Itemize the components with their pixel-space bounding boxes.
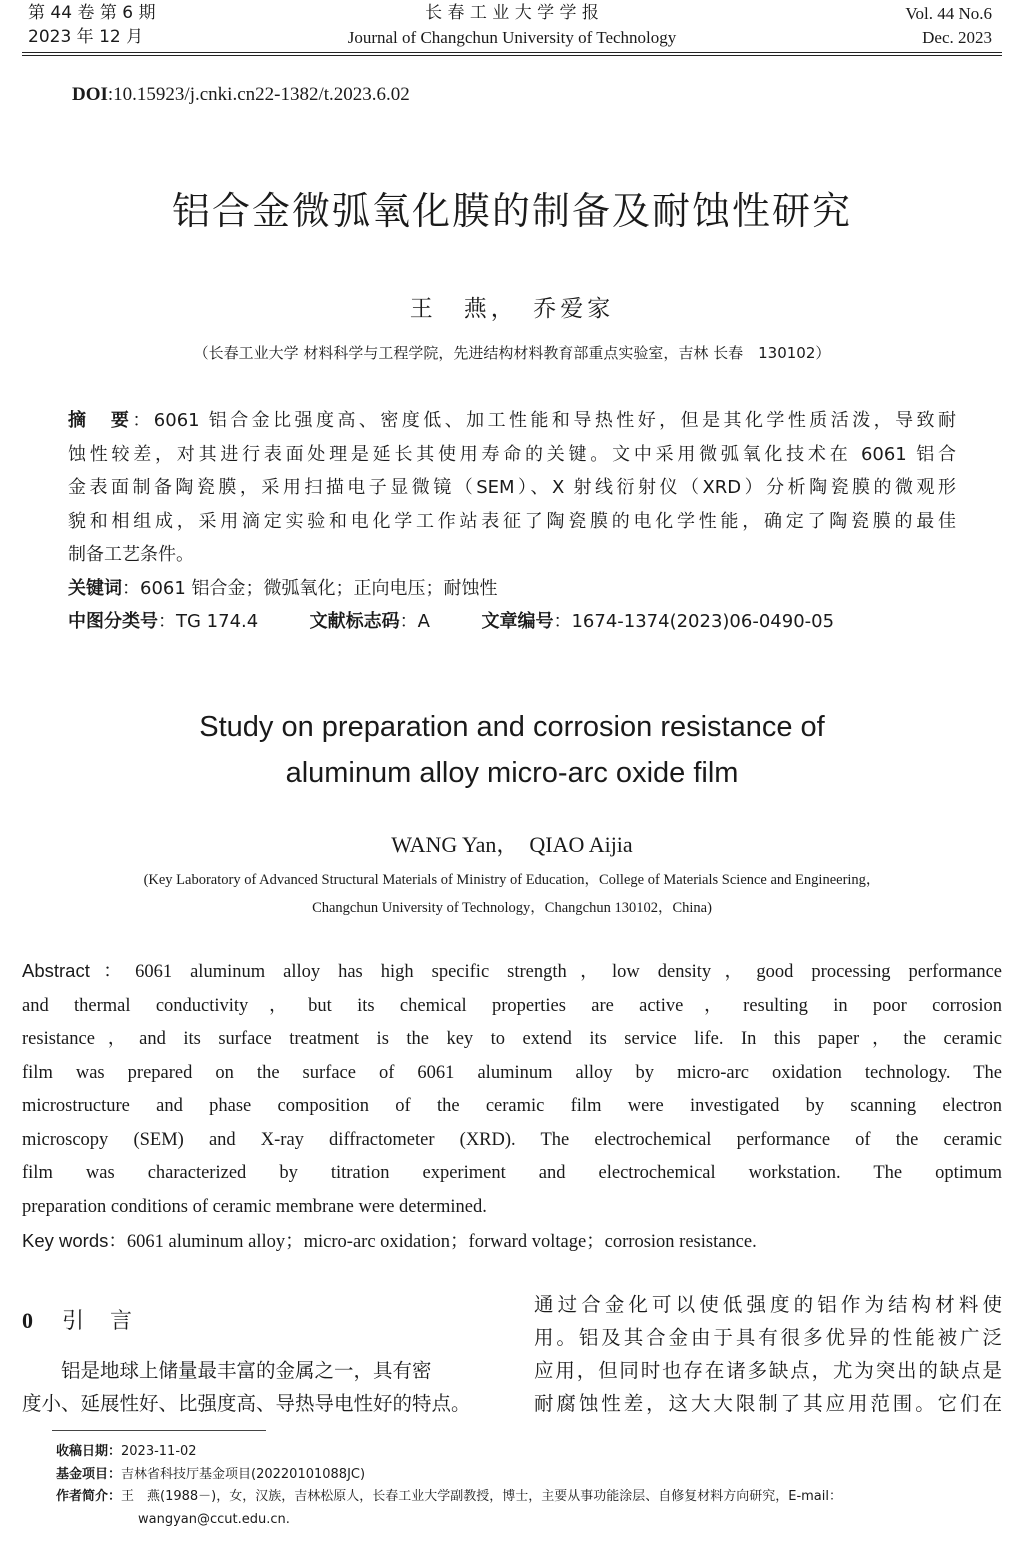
affiliation-cn: （长春工业大学 材料科学与工程学院，先进结构材料教育部重点实验室，吉林 长春 130102） [193, 344, 831, 362]
received-date [56, 1441, 1006, 1464]
doi-value: :10.15923/j.cnki.cn22-1382/t.2023.6.02 [107, 84, 410, 105]
keywords-cn [68, 572, 956, 606]
footnote-rule [52, 1430, 266, 1431]
abstract-cn [68, 404, 956, 639]
classification-row [68, 605, 956, 639]
volume-issue-cn: 第 44 卷 第 6 期 [28, 3, 156, 23]
intro-right-column [534, 1288, 1002, 1420]
date-en: Dec. 2023 [922, 28, 992, 47]
authors-cn: 王 燕， 乔爱家 [409, 296, 615, 322]
abstract-en-line: film was characterized by titration experiment and electrochemical workstation. The optimum [22, 1163, 1002, 1183]
abstract-cn-label: 摘 要 [68, 410, 133, 431]
article-number-value: ：1674-1374(2023)06-0490-05 [553, 611, 835, 632]
fund-value: 吉林省科技厅基金项目(20220101088JC) [121, 1466, 366, 1482]
author-bio [56, 1486, 1006, 1509]
abstract-en-line: preparation conditions of ceramic membrane were determined. [22, 1196, 487, 1217]
received-value: 2023-11-02 [121, 1444, 197, 1459]
author-bio-line: 王 燕(1988－)，女，汉族，吉林松原人，长春工业大学副教授，博士，主要从事功能涂层、自修复材料方向研究，E-mail： [121, 1489, 843, 1504]
abstract-en-line: microscopy (SEM) and X-ray diffractometer (XRD). The electrochemical performance of the ceramic [22, 1129, 1002, 1150]
intro-left-line: 铝是地球上储量最丰富的金属之一，具有密 [61, 1359, 432, 1382]
header-rule-bottom [22, 55, 1002, 56]
clc-value: ：TG 174.4 [158, 611, 259, 632]
authors-en: WANG Yan， QIAO Aijia [391, 832, 633, 857]
doi-label: DOI [72, 84, 108, 105]
title-en-line: Study on preparation and corrosion resistance of [199, 711, 825, 743]
volume-issue-en: Vol. 44 No.6 [905, 4, 992, 23]
article-number-label: 文章编号 [481, 611, 554, 632]
abstract-en-line: resistance，and its surface treatment is the key to extend its service life. In this paper，the ceramic [22, 1029, 1002, 1049]
intro-right-line: 用。铝及其合金由于具有很多优异的性能被广泛 [534, 1326, 1002, 1349]
affiliation-en-line: Changchun University of Technology，Changchun 130102，China) [312, 900, 712, 916]
journal-name-cn: 长 春 工 业 大 学 学 报 [425, 3, 599, 23]
header-rule-top [22, 52, 1002, 53]
footnotes [56, 1441, 1006, 1531]
fund-label: 基金项目： [56, 1466, 122, 1482]
clc-label: 中图分类号 [68, 611, 158, 632]
intro-right-line: 通过合金化可以使低强度的铝作为结构材料使 [534, 1293, 1002, 1316]
keywords-en [22, 1224, 1002, 1260]
affiliation-en-line: (Key Laboratory of Advanced Structural Materials of Ministry of Education，College of Materials Science and Engineering， [143, 872, 881, 888]
abstract-cn-line: 貌和相组成，采用滴定实验和电化学工作站表征了陶瓷膜的电化学性能，确定了陶瓷膜的最佳 [68, 510, 956, 532]
keywords-en-label: Key words [22, 1230, 109, 1251]
affiliation-en [0, 866, 1024, 922]
keywords-en-value: ：6061 aluminum alloy；micro-arc oxidation；forward voltage；corrosion resistance. [108, 1232, 757, 1252]
abstract-en-line: and thermal conductivity，but its chemical properties are active，resulting in poor corrosion [22, 995, 1002, 1016]
intro-left-column [22, 1354, 492, 1420]
abstract-cn-line: 摘 要：6061 铝合金比强度高、密度低、加工性能和导热性好，但是其化学性质活泼，导致耐 [68, 410, 956, 431]
abstract-cn-line: 制备工艺条件。 [68, 544, 194, 565]
abstract-cn-line: 金表面制备陶瓷膜，采用扫描电子显微镜（SEM）、X 射线衍射仪（XRD）分析陶瓷膜的微观形 [68, 477, 956, 498]
abstract-en-line: microstructure and phase composition of the ceramic film were investigated by scanning electron [22, 1096, 1002, 1116]
title-cn: 铝合金微弧氧化膜的制备及耐蚀性研究 [171, 189, 852, 233]
intro-left-line: 度小、延展性好、比强度高、导热导电性好的特点。 [22, 1392, 471, 1415]
author-email: wangyan@ccut.edu.cn. [138, 1511, 290, 1527]
date-cn: 2023 年 12 月 [28, 27, 144, 47]
abstract-cn-line: 蚀性较差，对其进行表面处理是延长其使用寿命的关键。文中采用微弧氧化技术在 6061 铝合 [68, 443, 956, 465]
title-en [0, 704, 1024, 796]
doc-code-value: ：A [399, 611, 430, 632]
intro-right-line: 耐腐蚀性差，这大大限制了其应用范围。它们在 [534, 1392, 1002, 1415]
journal-name-en: Journal of Changchun University of Technology [347, 28, 677, 47]
doi [72, 84, 410, 106]
keywords-cn-value: ：6061 铝合金；微弧氧化；正向电压；耐蚀性 [122, 577, 498, 599]
abstract-en-line: Abstract：6061 aluminum alloy has high specific strength，low density，good processing performance [22, 960, 1002, 982]
section-number: 0 [22, 1308, 33, 1333]
section-heading [22, 1304, 134, 1335]
abstract-en [22, 954, 1002, 1260]
fund-project [56, 1464, 1006, 1487]
received-label: 收稿日期： [56, 1444, 122, 1459]
intro-right-line: 应用，但同时也存在诸多缺点，尤为突出的缺点是 [534, 1359, 1002, 1382]
abstract-en-line: film was prepared on the surface of 6061 aluminum alloy by micro-arc oxidation technology. The [22, 1062, 1002, 1083]
author-bio-label: 作者简介： [56, 1489, 122, 1504]
abstract-en-label: Abstract [22, 960, 90, 981]
keywords-cn-label: 关键词 [68, 577, 122, 599]
doc-code-label: 文献标志码 [309, 611, 400, 632]
title-en-line: aluminum alloy micro-arc oxide film [285, 757, 739, 789]
section-title: 引 言 [62, 1309, 135, 1334]
